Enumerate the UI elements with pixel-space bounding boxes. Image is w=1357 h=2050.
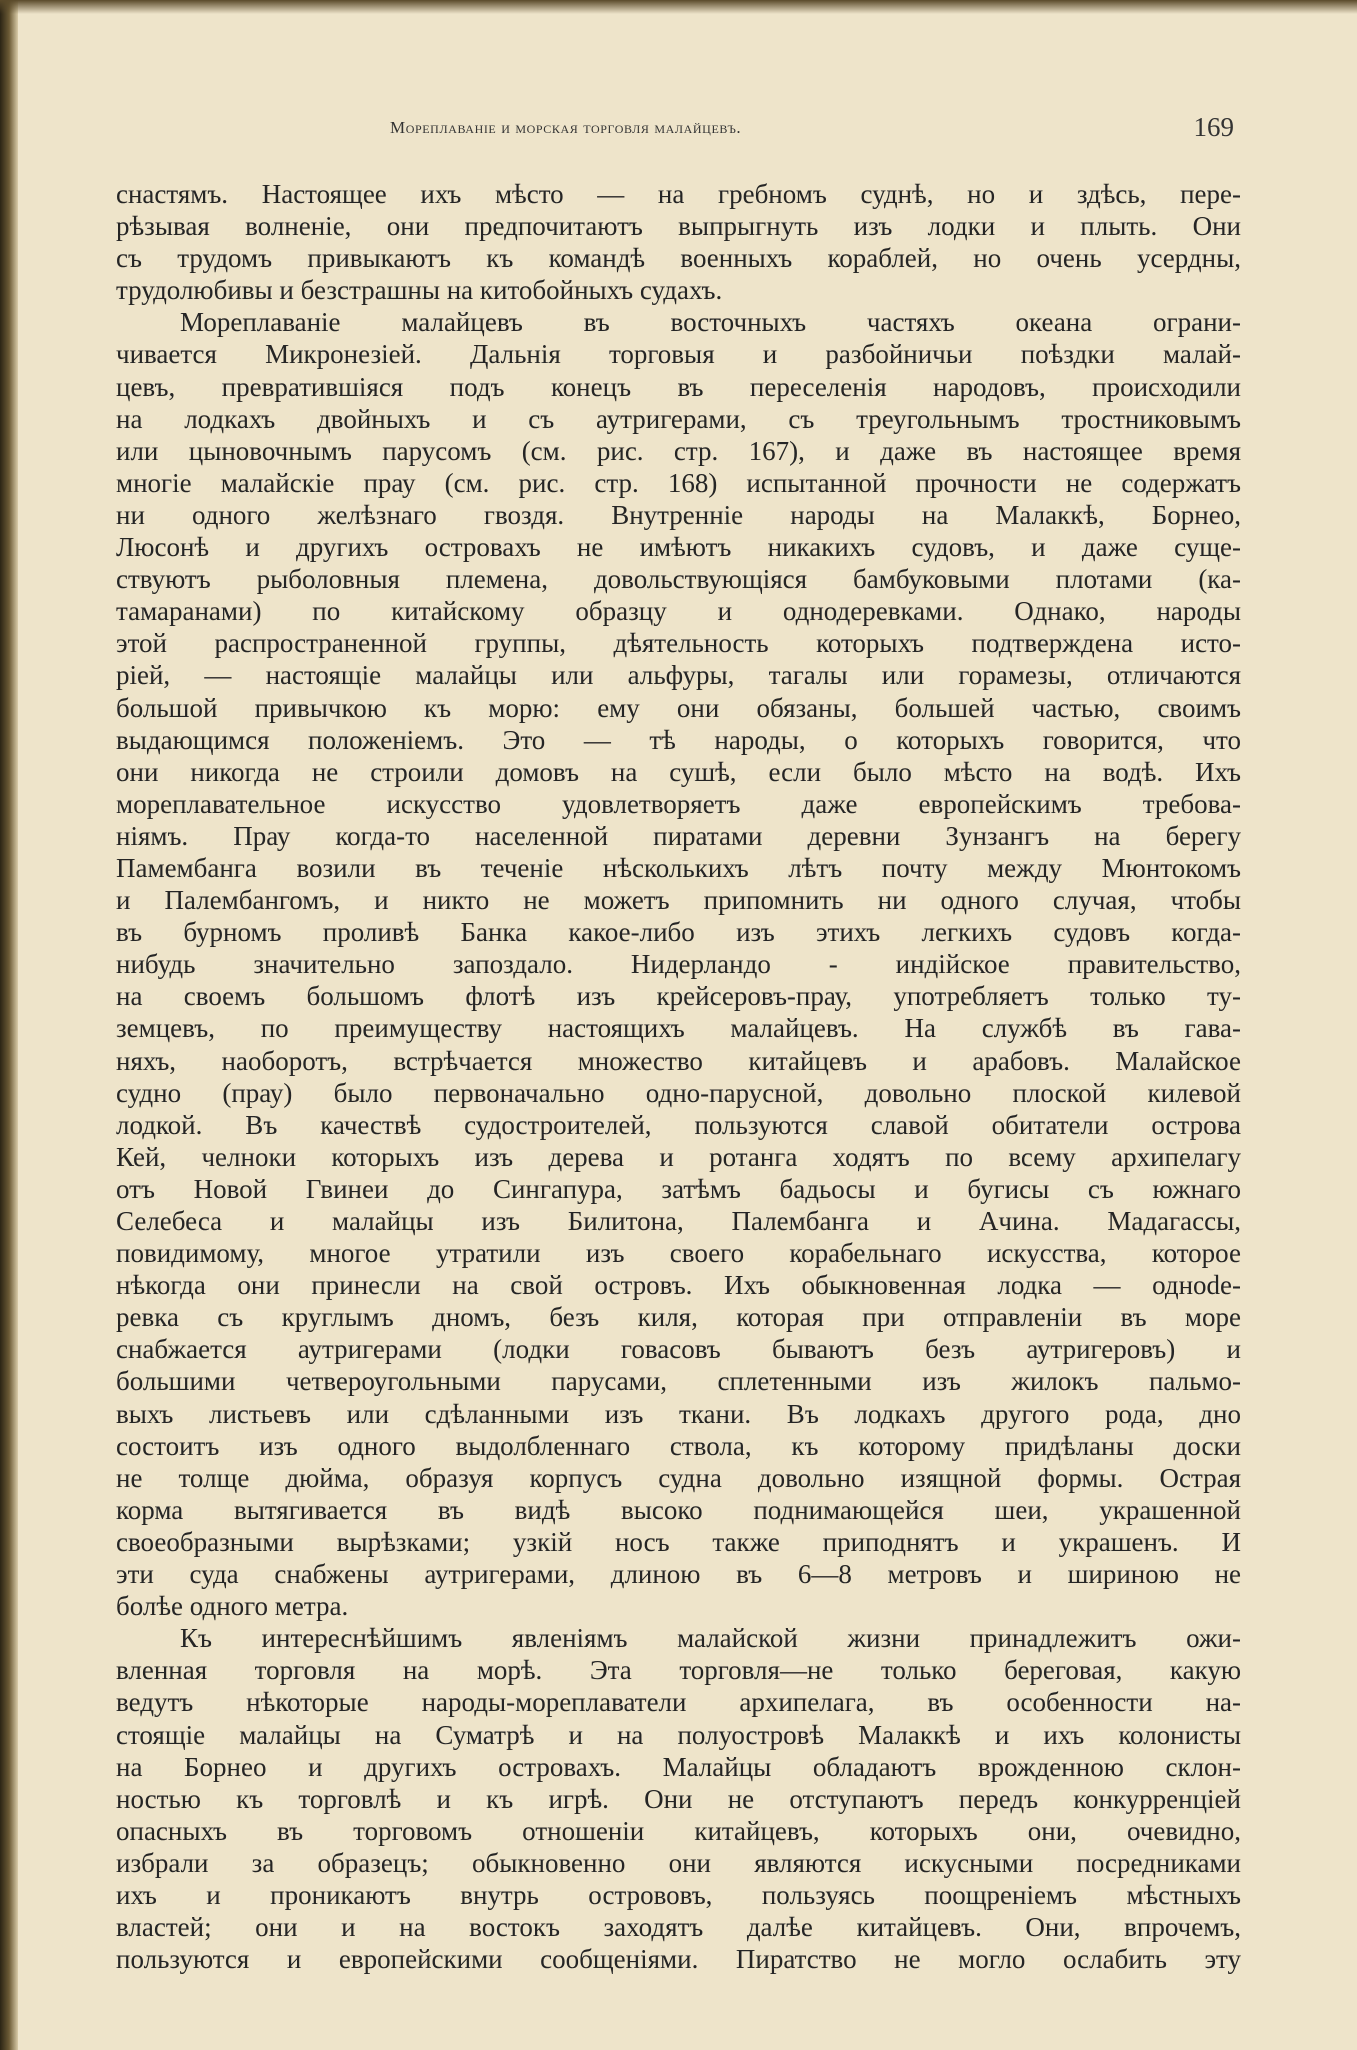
- text-line: ніямъ. Прау когда-то населенной пиратами деревни Зунзангъ на берегу: [116, 820, 1241, 851]
- text-line: болѣе одного метра.: [116, 1591, 349, 1622]
- text-line: властей; они и на востокъ заходятъ далѣе китайцевъ. Они, впрочемъ,: [116, 1912, 1241, 1943]
- text-line: Кей, челноки которыхъ изъ дерева и ротанга ходятъ по всему архипелагу: [116, 1141, 1241, 1172]
- text-line: и Палембангомъ, и никто не можетъ припомнить ни одного случая, чтобы: [116, 885, 1241, 916]
- text-line: повидимому, многое утратили изъ своего корабельнаго искусства, которое: [116, 1238, 1241, 1269]
- text-line: выхъ листьевъ или сдѣланными изъ ткани. Въ лодкахъ другого рода, дно: [116, 1398, 1241, 1429]
- text-line: этой распространенной группы, дѣятельность которыхъ подтверждена исто-: [116, 628, 1241, 659]
- text-line: вленная торговля на морѣ. Эта торговля—не только береговая, какую: [116, 1655, 1241, 1686]
- text-line: не толще дюйма, образуя корпусъ судна довольно изящной формы. Острая: [116, 1462, 1241, 1493]
- text-line: своеобразными вырѣзками; узкій носъ также приподнятъ и украшенъ. И: [116, 1526, 1241, 1557]
- text-line: выдающимся положеніемъ. Это — тѣ народы, о которыхъ говорится, что: [116, 724, 1241, 755]
- text-line: ствуютъ рыболовныя племена, довольствующіяся бамбуковыми плотами (ка-: [116, 564, 1241, 595]
- text-line: ихъ и проникаютъ внутрь острововъ, пользуясь поощреніемъ мѣстныхъ: [116, 1879, 1241, 1910]
- text-line: отъ Новой Гвинеи до Сингапура, затѣмъ бадьосы и бугисы съ южнаго: [116, 1173, 1241, 1204]
- text-line: многіе малайскіе прау (см. рис. стр. 168) испытанной прочности не содержатъ: [116, 467, 1241, 498]
- text-line: Къ интереснѣйшимъ явленіямъ малайской жизни принадлежитъ ожи-: [180, 1623, 1241, 1654]
- text-line: трудолюбивы и безстрашны на китобойныхъ судахъ.: [116, 275, 723, 306]
- text-line: съ трудомъ привыкаютъ къ командѣ военныхъ кораблей, но очень усердны,: [116, 243, 1241, 274]
- text-line: ведутъ нѣкоторые народы-мореплаватели архипелага, въ особенности на-: [116, 1687, 1241, 1718]
- text-line: няхъ, наоборотъ, встрѣчается множество китайцевъ и арабовъ. Малайское: [116, 1045, 1241, 1076]
- text-line: Мореплаваніе малайцевъ въ восточныхъ частяхъ океана ограни-: [180, 307, 1241, 338]
- text-line: нѣкогда они принесли на свой островъ. Ихъ обыкновенная лодка — однode-: [116, 1270, 1241, 1301]
- text-line: на Борнео и другихъ островахъ. Малайцы обладаютъ врожденною склон-: [116, 1751, 1241, 1782]
- page-number: 169: [1193, 112, 1234, 142]
- text-line: эти суда снабжены аутригерами, длиною въ 6—8 метровъ и шириною не: [116, 1559, 1241, 1590]
- running-title: Мореплаваніе и морская торговля малайцевъ.: [390, 118, 742, 137]
- text-line: мореплавательное искусство удовлетворяетъ даже европейскимъ требова-: [116, 788, 1241, 819]
- text-line: тамаранами) по китайскому образцу и однодеревками. Однако, народы: [116, 596, 1241, 627]
- text-line: ни одного желѣзнаго гвоздя. Внутренніе народы на Малаккѣ, Борнео,: [116, 499, 1241, 530]
- body-text: [116, 178, 1241, 1975]
- text-line: большой привычкою къ морю: ему они обязаны, большей частью, своимъ: [116, 692, 1241, 723]
- text-line: состоитъ изъ одного выдолбленнаго ствола, къ которому придѣланы доски: [116, 1430, 1241, 1461]
- text-line: цевъ, превратившіяся подъ конецъ въ переселенія народовъ, происходили: [116, 371, 1241, 402]
- text-line: на лодкахъ двойныхъ и съ аутригерами, съ треугольнымъ тростниковымъ: [116, 403, 1241, 434]
- text-line: земцевъ, по преимуществу настоящихъ малайцевъ. На службѣ въ гава-: [116, 1013, 1241, 1044]
- text-line: корма вытягивается въ видѣ высоко поднимающейся шеи, украшенной: [116, 1494, 1241, 1525]
- text-line: чивается Микронезіей. Дальнія торговыя и разбойничьи поѣздки малай-: [116, 339, 1241, 370]
- page-header: [195, 112, 1240, 158]
- text-line: рѣзывая волненіе, они предпочитаютъ выпрыгнуть изъ лодки и плыть. Они: [116, 211, 1241, 242]
- text-line: пользуются и европейскими сообщеніями. Пиратство не могло ослабить эту: [116, 1944, 1241, 1975]
- text-line: стоящіе малайцы на Суматрѣ и на полуостровѣ Малаккѣ и ихъ колонисты: [116, 1719, 1241, 1750]
- top-edge-shadow: [0, 0, 1357, 14]
- spine-shadow: [0, 0, 18, 2050]
- text-line: или цыновочнымъ парусомъ (см. рис. стр. 167), и даже въ настоящее время: [116, 435, 1241, 466]
- text-line: на своемъ большомъ флотѣ изъ крейсеровъ-прау, употребляетъ только ту-: [116, 981, 1241, 1012]
- text-line: нибудь значительно запоздало. Нидерландо - индійское правительство,: [116, 949, 1241, 980]
- text-line: снастямъ. Настоящее ихъ мѣсто — на гребномъ суднѣ, но и здѣсь, пере-: [116, 179, 1241, 209]
- text-line: избрали за образецъ; обыкновенно они являются искусными посредниками: [116, 1847, 1241, 1878]
- text-line: въ бурномъ проливѣ Банка какое-либо изъ этихъ легкихъ судовъ когда-: [116, 917, 1241, 948]
- text-line: они никогда не строили домовъ на сушѣ, если было мѣсто на водѣ. Ихъ: [116, 756, 1241, 787]
- text-line: снабжается аутригерами (лодки говасовъ бываютъ безъ аутригеровъ) и: [116, 1334, 1241, 1365]
- text-line: судно (прау) было первоначально одно-парусной, довольно плоской килевой: [116, 1077, 1241, 1108]
- text-line: ностью къ торговлѣ и къ игрѣ. Они не отступаютъ передъ конкурренціей: [116, 1783, 1241, 1814]
- text-line: ріей, — настоящіе малайцы или альфуры, тагалы или горамезы, отличаются: [116, 660, 1241, 691]
- text-line: Люсонѣ и другихъ островахъ не имѣютъ никакихъ судовъ, и даже суще-: [116, 532, 1241, 563]
- text-line: лодкой. Въ качествѣ судостроителей, пользуются славой обитатели острова: [116, 1109, 1241, 1140]
- text-line: ревка съ круглымъ дномъ, безъ киля, которая при отправленіи въ море: [116, 1302, 1241, 1333]
- text-line: Селебеса и малайцы изъ Билитона, Палембанга и Ачина. Мадагассы,: [116, 1206, 1241, 1236]
- text-line: опасныхъ въ торговомъ отношеніи китайцевъ, которыхъ они, очевидно,: [116, 1815, 1241, 1846]
- text-line: большими четвероугольными парусами, сплетенными изъ жилокъ пальмо-: [116, 1366, 1241, 1397]
- text-line: Памембанга возили въ теченіе нѣсколькихъ лѣтъ почту между Мюнтокомъ: [116, 852, 1241, 883]
